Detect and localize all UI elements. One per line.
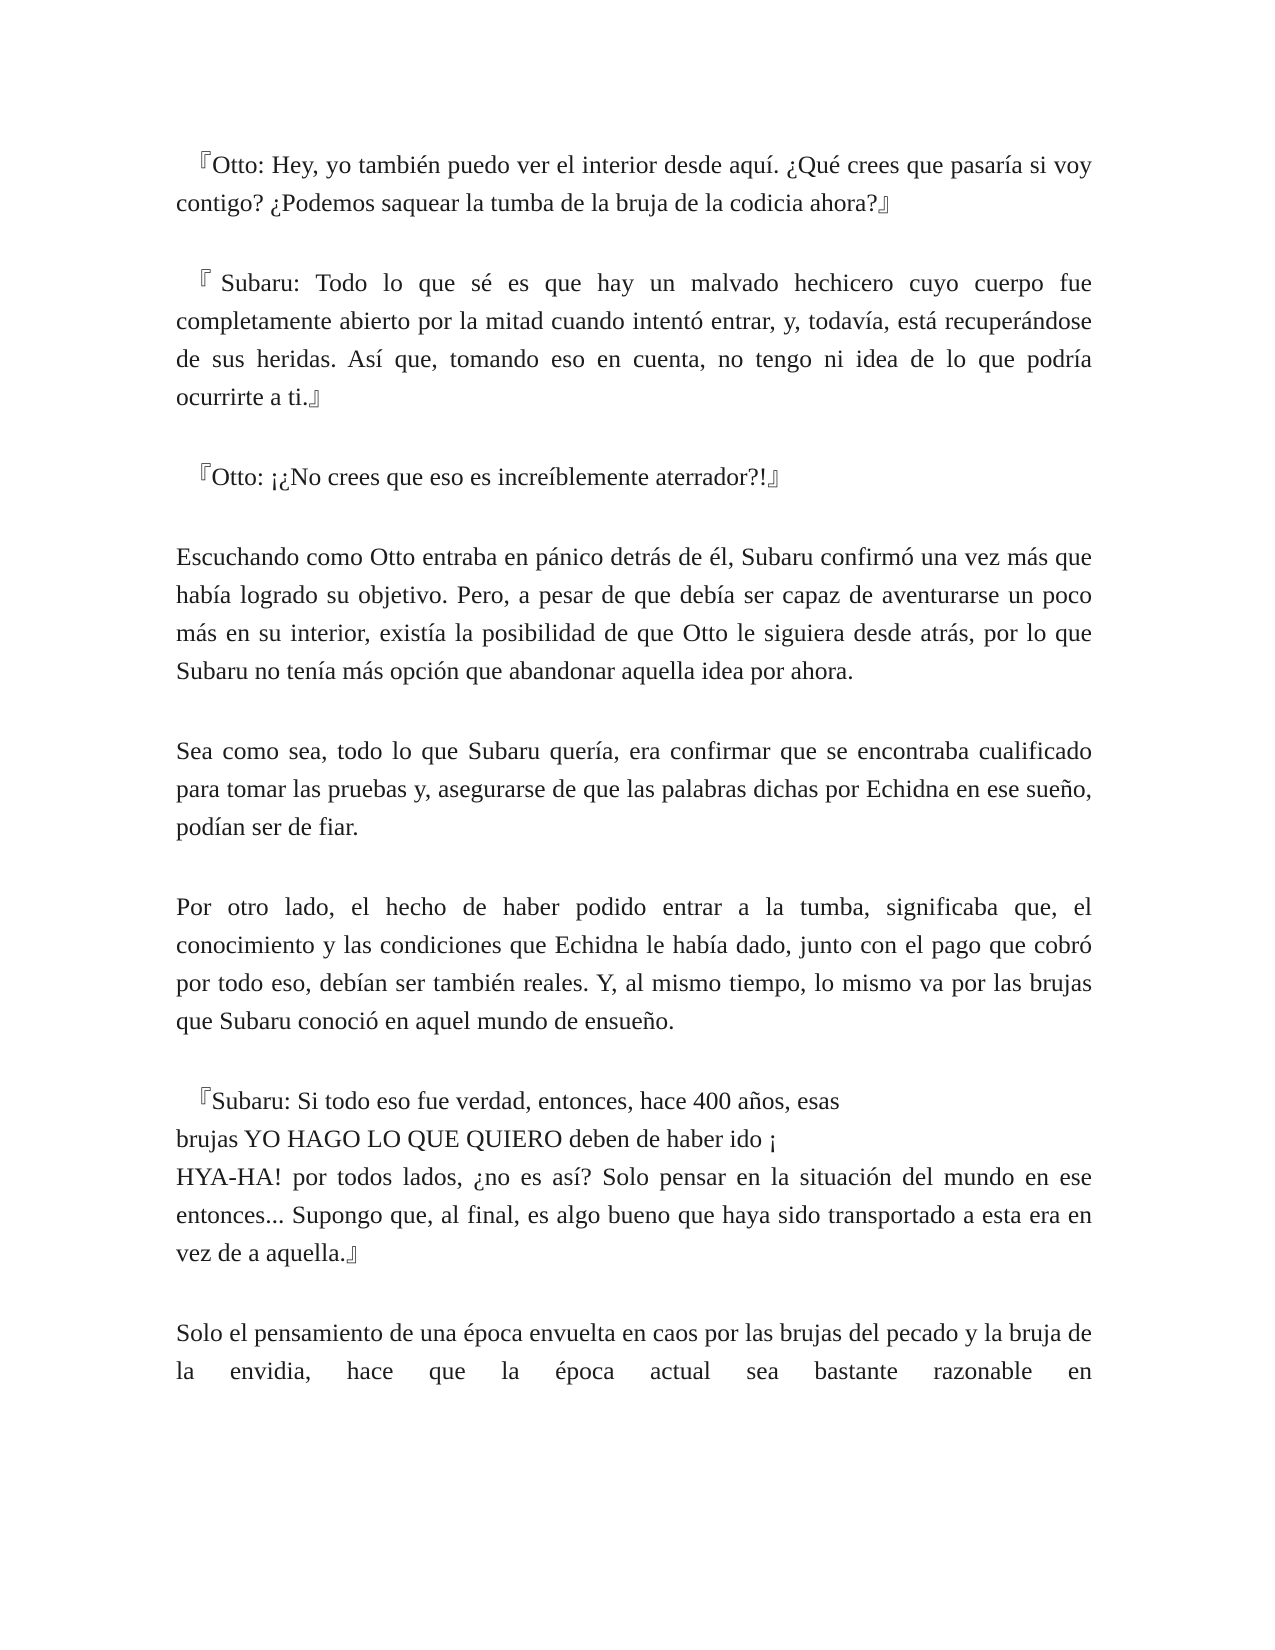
dialogue-otto-1: 『Otto: Hey, yo también puedo ver el interior desde aquí. ¿Qué crees que pasaría si voy contigo? ¿Podemos saquear la tumba de la bruja de la codicia ahora?』 — [176, 150, 1092, 217]
narration-paragraph-1: Escuchando como Otto entraba en pánico detrás de él, Subaru confirmó una vez más que había logrado su objetivo. Pero, a pesar de que debía ser capaz de aventurarse un poco más en su interior, existía la posibilidad de que Otto le siguiera desde atrás, por lo que Subaru no tenía más opción que abandonar aquella idea por ahora. — [176, 542, 1092, 685]
dialogue-subaru-2-line-1: 『Subaru: Si todo eso fue verdad, entonces, hace 400 años, esas — [186, 1086, 840, 1115]
dialogue-subaru-1: 『Subaru: Todo lo que sé es que hay un malvado hechicero cuyo cuerpo fue completamente abierto por la mitad cuando intentó entrar, y, todavía, está recuperándose de sus heridas. Así que, tomando eso en cuenta, no tengo ni idea de lo que podría ocurrirte a ti.』 — [176, 268, 1092, 411]
dialogue-otto-2: 『Otto: ¡¿No crees que eso es increíblemente aterrador?!』 — [186, 462, 793, 491]
narration-paragraph-2: Sea como sea, todo lo que Subaru quería, era confirmar que se encontraba cualificado para tomar las pruebas y, asegurarse de que las palabras dichas por Echidna en ese sueño, podían ser de fiar. — [176, 736, 1092, 841]
final-paragraph: Solo el pensamiento de una época envuelta en caos por las brujas del pecado y la bruja de la envidia, hace que la época actual sea bastante razonable en — [176, 1318, 1092, 1385]
dialogue-subaru-2 — [176, 1082, 1092, 1272]
dialogue-subaru-2-rest: HYA-HA! por todos lados, ¿no es así? Solo pensar en la situación del mundo en ese entonces... Supongo que, al final, es algo bueno que haya sido transportado a esta era en vez de a aquella.』 — [176, 1162, 1092, 1267]
text-column — [176, 146, 1092, 1390]
dialogue-subaru-2-line-2: brujas YO HAGO LO QUE QUIERO deben de haber ido ¡ — [176, 1124, 777, 1153]
narration-paragraph-3: Por otro lado, el hecho de haber podido entrar a la tumba, significaba que, el conocimiento y las condiciones que Echidna le había dado, junto con el pago que cobró por todo eso, debían ser también reales. Y, al mismo tiempo, lo mismo va por las brujas que Subaru conoció en aquel mundo de ensueño. — [176, 892, 1092, 1035]
